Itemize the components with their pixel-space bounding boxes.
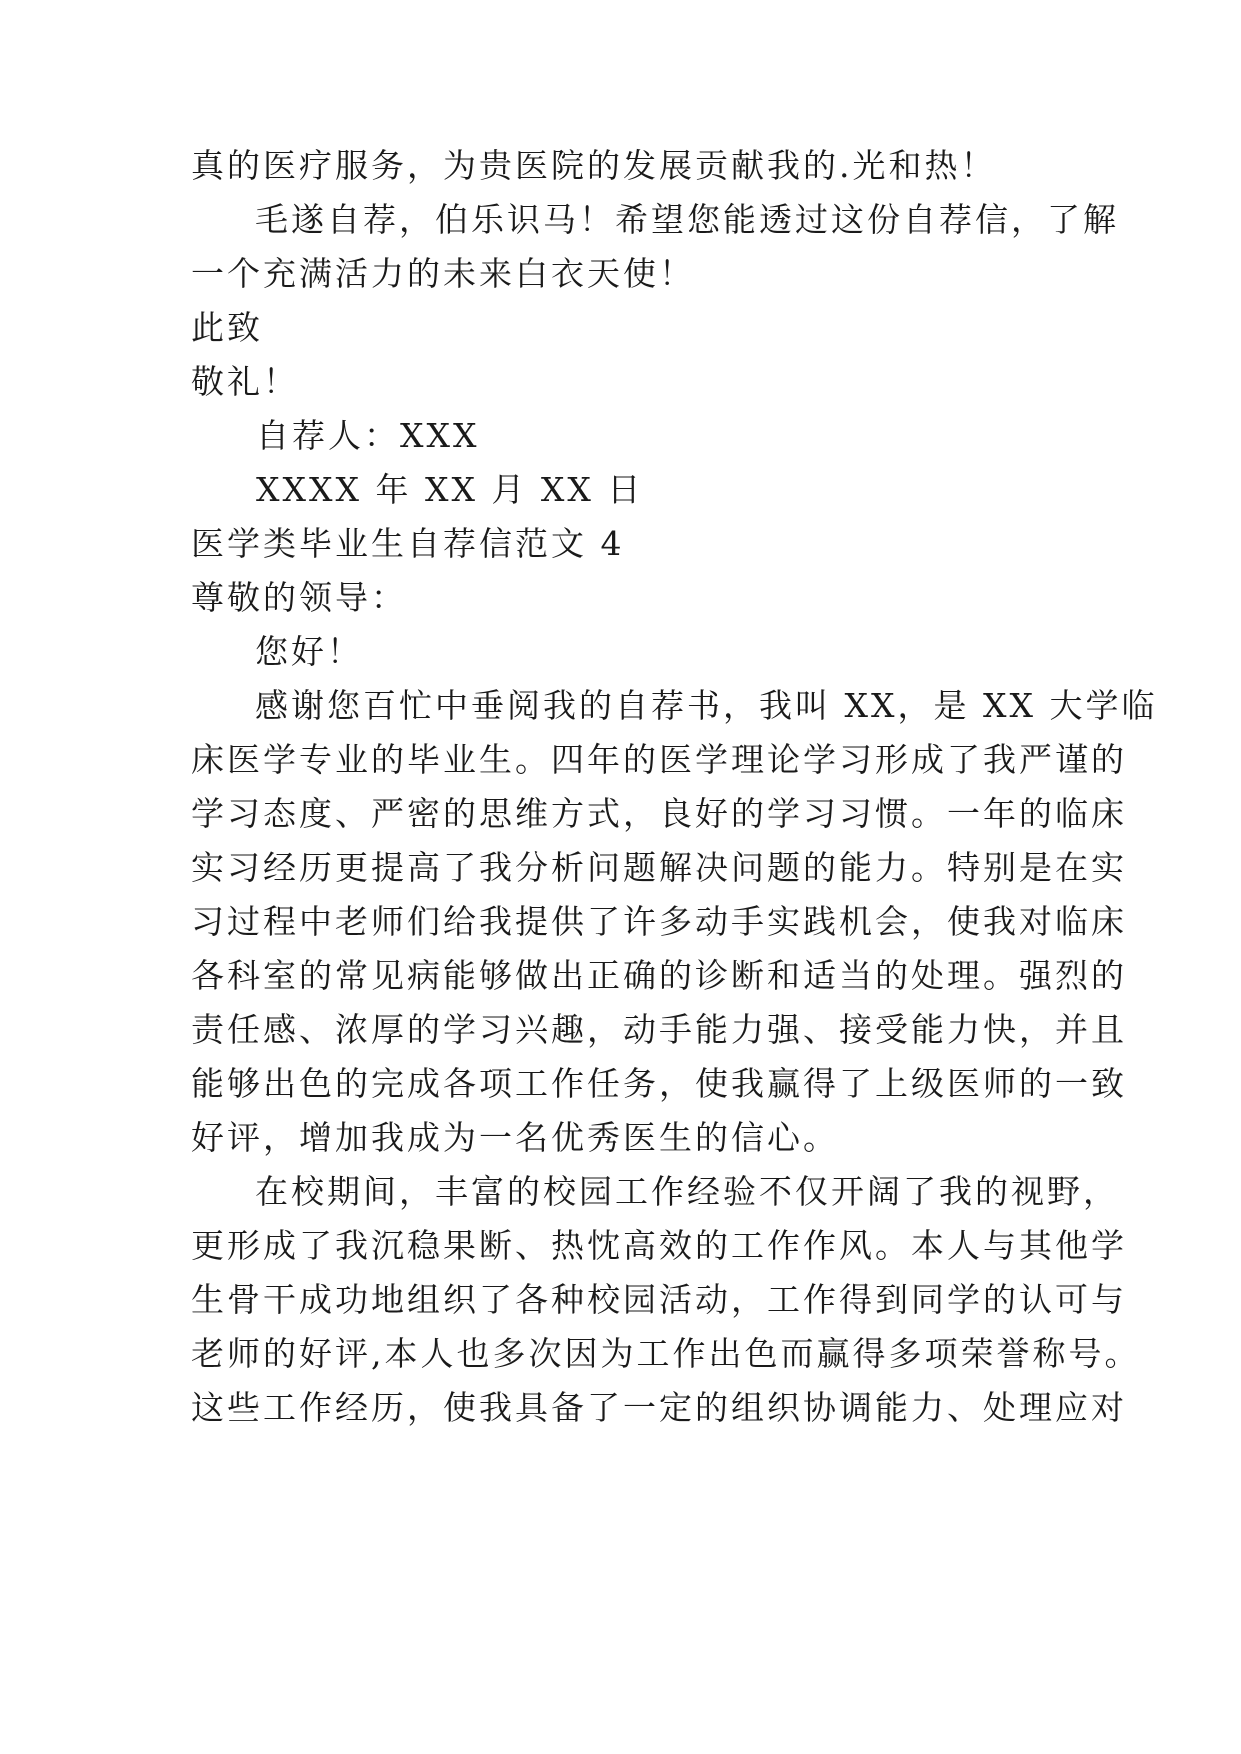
body-paragraph-1-line-7: 责任感、浓厚的学习兴趣，动手能力强、接受能力快，并且 [191, 1010, 1127, 1049]
body-paragraph-2-line-1: 在校期间，丰富的校园工作经验不仅开阔了我的视野， [255, 1172, 1119, 1211]
body-paragraph-1-line-2: 床医学专业的毕业生。四年的医学理论学习形成了我严谨的 [191, 740, 1127, 779]
greeting-line: 您好！ [255, 632, 363, 671]
body-paragraph-1-line-4: 实习经历更提高了我分析问题解决问题的能力。特别是在实 [191, 848, 1127, 887]
body-paragraph-2-line-4: 老师的好评,本人也多次因为工作出色而赢得多项荣誉称号。 [191, 1334, 1141, 1373]
body-paragraph-1-line-1: 感谢您百忙中垂阅我的自荐书，我叫 XX，是 XX 大学临 [255, 686, 1158, 725]
body-paragraph-1-line-9: 好评，增加我成为一名优秀医生的信心。 [191, 1118, 839, 1157]
body-paragraph-1-line-5: 习过程中老师们给我提供了许多动手实践机会，使我对临床 [191, 902, 1127, 941]
body-paragraph-2-line-5: 这些工作经历，使我具备了一定的组织协调能力、处理应对 [191, 1388, 1127, 1427]
signature-line: 自荐人：XXX [256, 416, 480, 455]
body-paragraph-1-line-6: 各科室的常见病能够做出正确的诊断和适当的处理。强烈的 [191, 956, 1127, 995]
salutation-closing: 此致 [191, 308, 263, 347]
letter-salutation: 尊敬的领导： [191, 578, 407, 617]
body-paragraph-2-line-2: 更形成了我沉稳果断、热忱高效的工作作风。本人与其他学 [191, 1226, 1127, 1265]
body-paragraph-1-line-3: 学习态度、严密的思维方式，良好的学习习惯。一年的临床 [191, 794, 1127, 833]
closing-paragraph-end: 真的医疗服务，为贵医院的发展贡献我的.光和热！ [191, 146, 997, 185]
recommendation-paragraph-line-1: 毛遂自荐，伯乐识马！希望您能透过这份自荐信，了解 [255, 200, 1119, 239]
recommendation-paragraph-line-2: 一个充满活力的未来白衣天使！ [191, 254, 695, 293]
body-paragraph-2-line-3: 生骨干成功地组织了各种校园活动，工作得到同学的认可与 [191, 1280, 1127, 1319]
body-paragraph-1-line-8: 能够出色的完成各项工作任务，使我赢得了上级医师的一致 [191, 1064, 1127, 1103]
regards-line: 敬礼！ [191, 362, 299, 401]
date-line: XXXX 年 XX 月 XX 日 [256, 470, 644, 509]
section-title: 医学类毕业生自荐信范文 4 [191, 524, 625, 563]
